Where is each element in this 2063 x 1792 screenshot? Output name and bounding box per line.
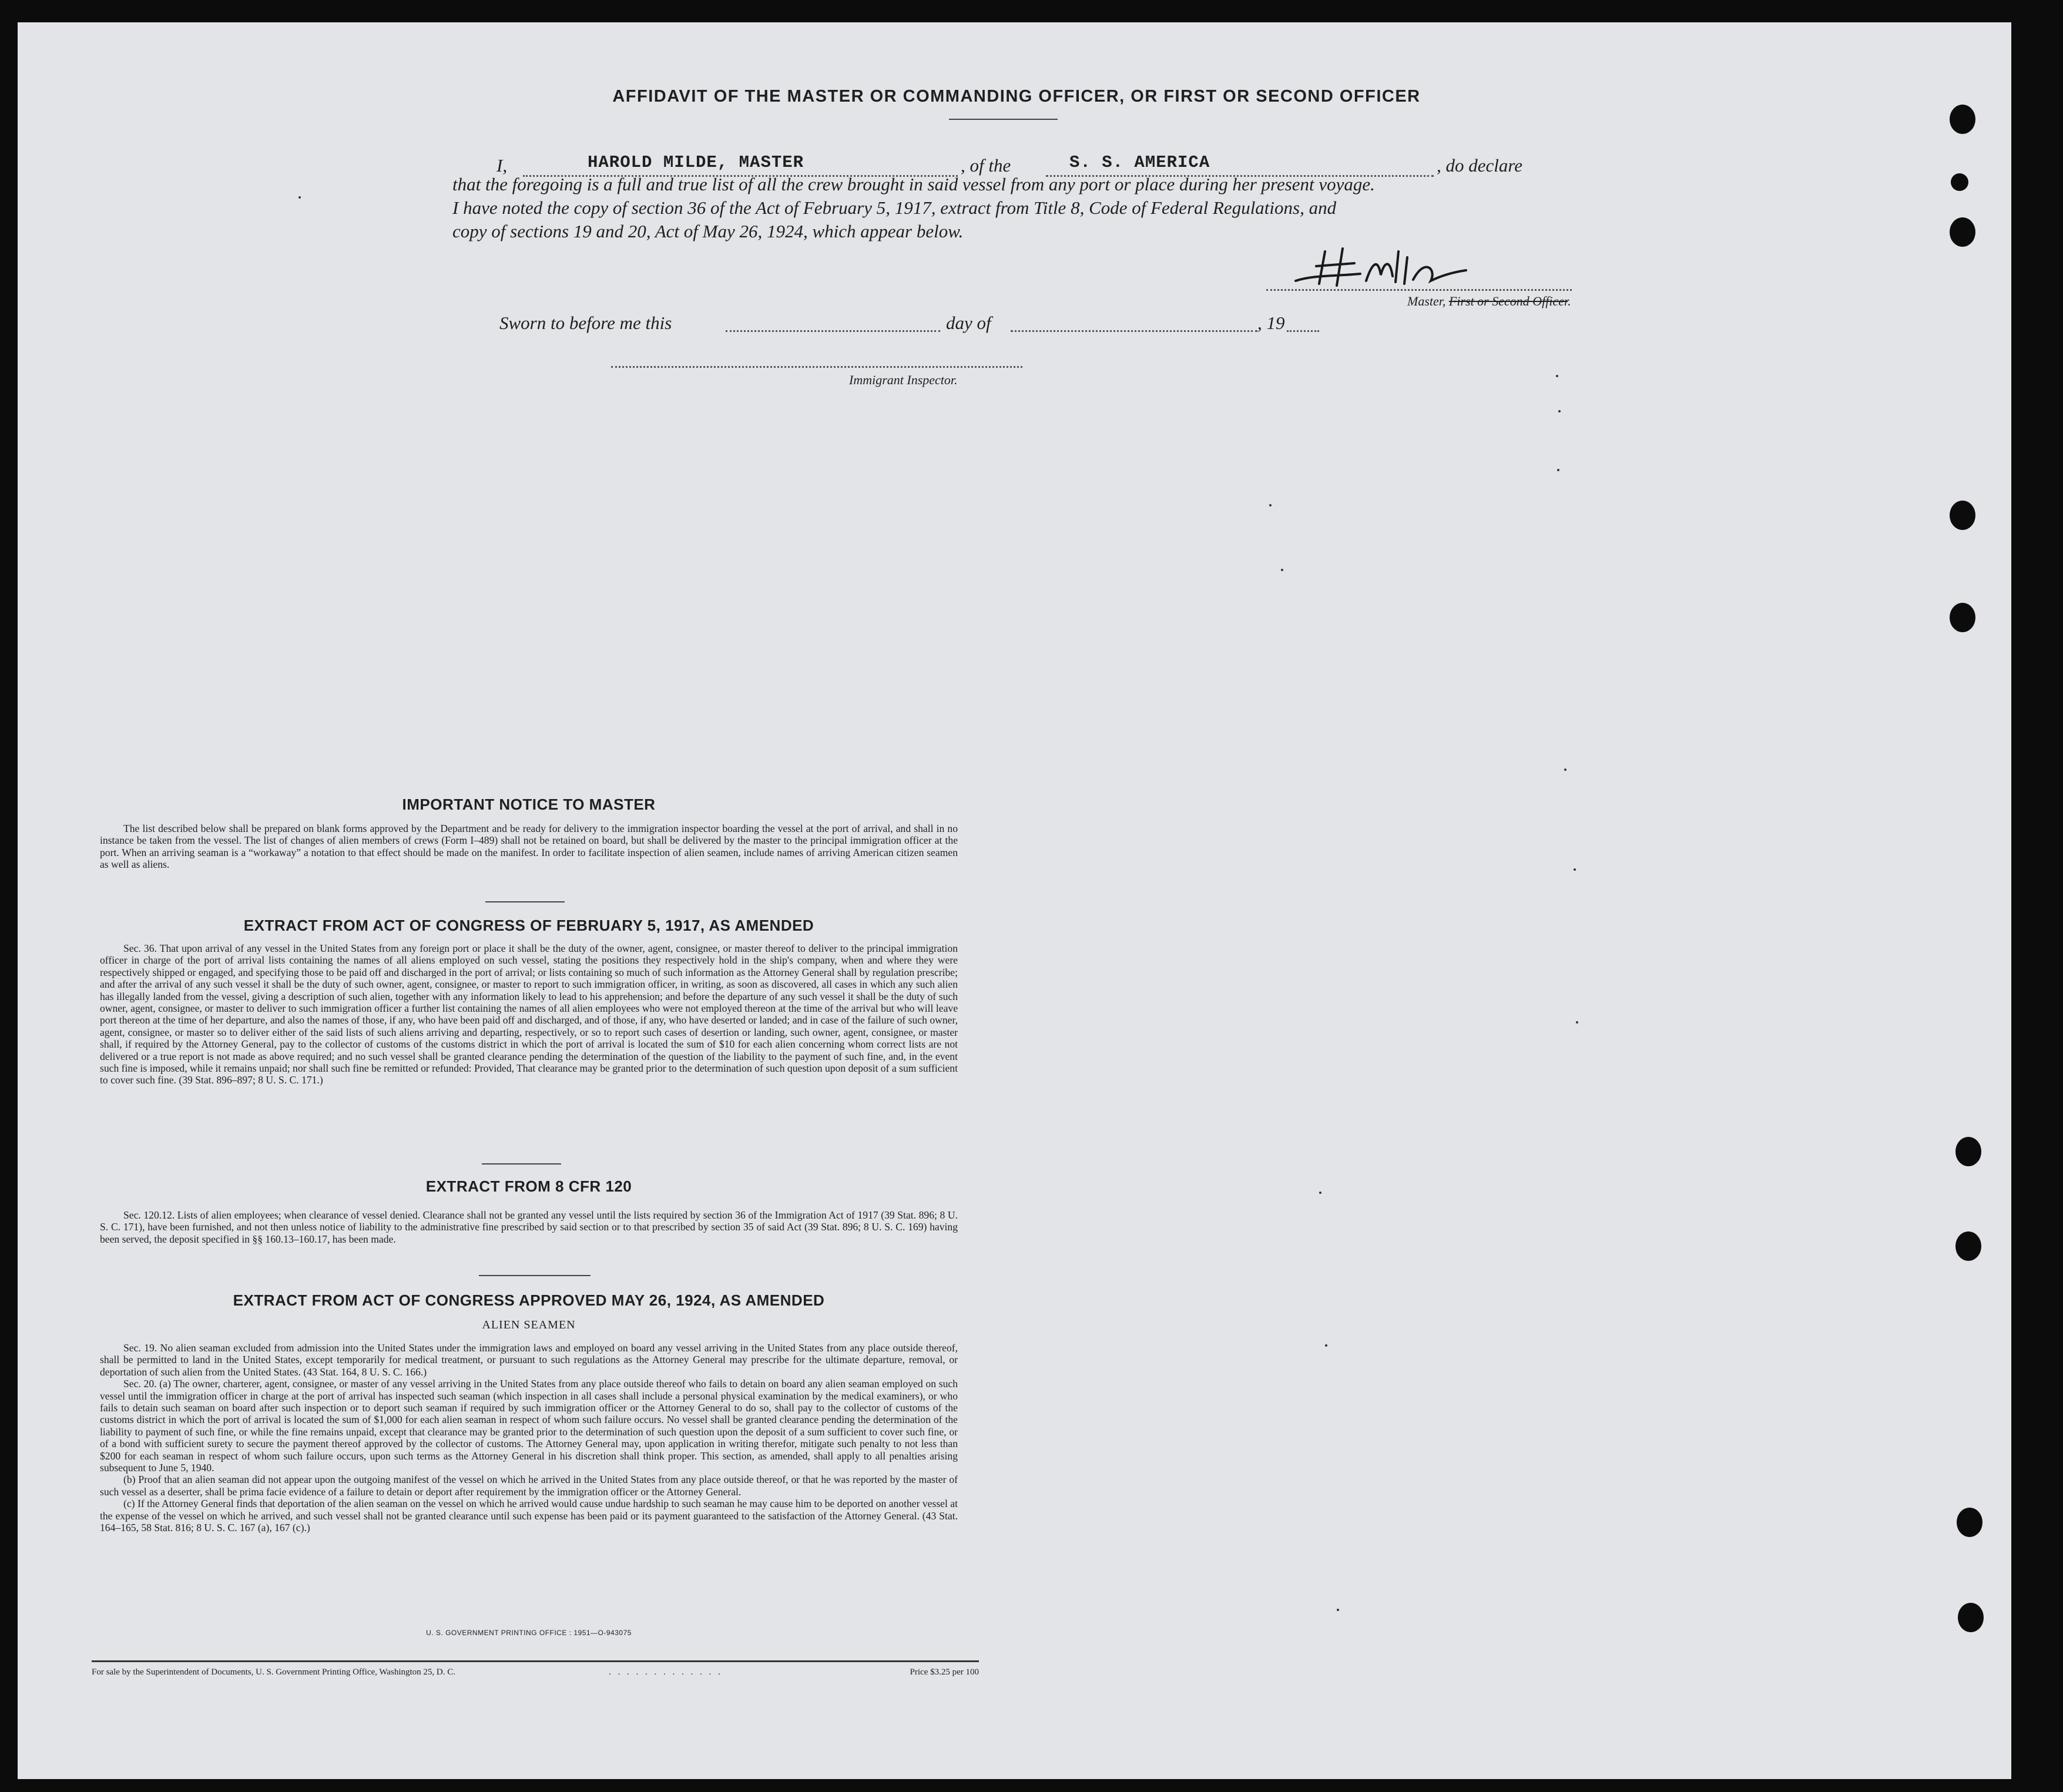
inspector-signature-line[interactable] xyxy=(611,366,1022,368)
signer-title xyxy=(1407,294,1571,309)
price-note: Price $3.25 per 100 xyxy=(910,1667,979,1677)
extract-1924-body xyxy=(100,1342,958,1534)
year-prefix-label: , 19 xyxy=(1257,313,1285,333)
binder-hole xyxy=(1955,1137,1981,1166)
affidavit-body-2: I have noted the copy of section 36 of the Act of February 5, 1917, extract from Title 8, Code of Federal Regulations, and xyxy=(452,197,1337,218)
signer-master: Master, xyxy=(1407,294,1449,308)
speck xyxy=(1319,1192,1321,1194)
signer-struck: First or Second Officer xyxy=(1448,294,1568,308)
sworn-year-field[interactable] xyxy=(1287,308,1319,332)
binder-hole xyxy=(1958,1603,1984,1632)
speck xyxy=(1556,375,1558,377)
sec20c-text: (c) If the Attorney General finds that deportation of the alien seaman on the vessel on which he arrived would cause undue hardship to such seaman he may cause him to be deported on another vessel at the expense of the vessel on which he arrived, and such vessel shall not be granted clearance until such expense has been paid or its payment guaranteed to the satisfaction of the Attorney General. (43 Stat. 164–165, 58 Stat. 816; 8 U. S. C. 167 (a), 167 (c).) xyxy=(100,1498,958,1534)
speck xyxy=(1557,469,1559,471)
extract-1924-title: EXTRACT FROM ACT OF CONGRESS APPROVED MAY 26, 1924, AS AMENDED xyxy=(233,1291,825,1309)
affidavit-title: AFFIDAVIT OF THE MASTER OR COMMANDING OFFICER, OR FIRST OR SECOND OFFICER xyxy=(612,87,1421,106)
footer-rule xyxy=(92,1660,979,1662)
day-of-label: day of xyxy=(946,313,991,333)
form-sheet xyxy=(18,22,2011,1779)
speck xyxy=(1269,504,1272,506)
footer-bar xyxy=(92,1667,979,1682)
sworn-line xyxy=(499,308,1322,335)
speck xyxy=(298,196,301,199)
speck xyxy=(1564,769,1566,771)
of-the-label: , of the xyxy=(961,155,1011,176)
speck xyxy=(1576,1021,1578,1023)
sworn-day-field[interactable] xyxy=(726,308,940,332)
inspector-label: Immigrant Inspector. xyxy=(849,373,958,387)
notice-divider xyxy=(485,901,565,902)
alien-seamen-subtitle: ALIEN SEAMEN xyxy=(482,1318,576,1331)
binder-hole xyxy=(1957,1508,1983,1537)
sworn-label: Sworn to before me this xyxy=(499,313,672,333)
vessel-field[interactable] xyxy=(1046,153,1434,177)
extract-cfr-body xyxy=(100,1209,958,1245)
notice-text: The list described below shall be prepared on blank forms approved by the Department and be ready for delivery to the immigration inspector boarding the vessel at the port of arrival, and shall in no instance be taken from the vessel. The list of changes of alien members of crews (Form I–489) shall not be retained on board, but shall be delivered by the master to the principal immigration officer at the port. When an arriving seaman is a “workaway” a notation to that effect should be made on the manifest. In order to facilitate inspection of alien seamen, include names of arriving American citizen seamen as well as aliens. xyxy=(100,823,958,871)
binder-hole xyxy=(1950,501,1975,530)
sworn-month-field[interactable] xyxy=(1011,308,1257,332)
signature-line xyxy=(1266,289,1572,291)
notice-body xyxy=(100,823,958,871)
printing-office-note: U. S. GOVERNMENT PRINTING OFFICE : 1951—O-943075 xyxy=(426,1629,632,1637)
title-divider xyxy=(949,119,1058,120)
for-sale-note: For sale by the Superintendent of Documents, U. S. Government Printing Office, Washington 25, D. C. xyxy=(92,1667,455,1677)
vessel-value: S. S. AMERICA xyxy=(1069,153,1210,172)
speck xyxy=(1325,1344,1327,1347)
binder-hole xyxy=(1950,217,1975,247)
name-field[interactable] xyxy=(523,153,958,177)
sec120-text: Sec. 120.12. Lists of alien employees; when clearance of vessel denied. Clearance shall not be granted any vessel until the lists required by section 36 of the Immigration Act of 1917 (39 Stat. 896; 8 U. S. C. 171), have been furnished, and not then unless notice of liability to the administrative fine prescribed by said section or to that prescribed by section 35 of said Act (39 Stat. 896; 8 U. S. C. 169) having been served, the deposit specified in §§ 160.13–160.17, has been made. xyxy=(100,1209,958,1245)
binder-hole xyxy=(1955,1231,1981,1261)
extract-1917-title: EXTRACT FROM ACT OF CONGRESS OF FEBRUARY 5, 1917, AS AMENDED xyxy=(243,917,814,934)
pronoun-label: I, xyxy=(497,155,508,176)
signer-end: . xyxy=(1568,294,1571,308)
sec36-text: Sec. 36. That upon arrival of any vessel in the United States from any foreign port or place it shall be the duty of the owner, agent, consignee, or master thereof to deliver to the principal immigration officer in charge of the port of arrival lists containing the names of all aliens employed on such vessel, stating the positions they respectively hold in the ship's company, when and where they were respectively shipped or engaged, and specifying those to be paid off and discharged in the port of arrival; or lists containing so much of such information as the Attorney General shall by regulation prescribe; and after the arrival of any such vessel it shall be the duty of such owner, agent, consignee, or master to report to such immigration officer, in writing, as soon as discovered, all cases in which any such alien has illegally landed from the vessel, giving a description of such alien, together with any information likely to lead to his apprehension; and before the departure of any such vessel it shall be the duty of such owner, agent, consignee, or master to deliver to such immigration officer a further list containing the names of all alien employees who were not employed thereon at the time of the arrival but who will leave port thereon at the time of her departure, and also the names of those, if any, who have been paid off and discharged, and of those, if any, who have deserted or landed; and in case of the failure of such owner, agent, consignee, or master so to deliver either of the said lists of such aliens arriving and departing, respectively, or so to report such cases of desertion or landing, such owner, agent, consignee, or master shall, if required by the Attorney General, pay to the collector of customs of the customs district in which the port of arrival is located the sum of $10 for each alien concerning whom correct lists are not delivered or a true report is not made as above required; and no such vessel shall be granted clearance pending the determination of the question of the liability to the payment of such fine, and, in the event such fine is imposed, while it remains unpaid; nor shall such fine be remitted or refunded: Provided, That clearance may be granted prior to the determination of such question upon deposit of a sum sufficient to cover such fine. (39 Stat. 896–897; 8 U. S. C. 171.) xyxy=(100,942,958,1086)
notice-title: IMPORTANT NOTICE TO MASTER xyxy=(402,796,656,813)
speck xyxy=(1281,569,1283,571)
sec19-text: Sec. 19. No alien seaman excluded from admission into the United States under the immigration laws and employed on board any vessel arriving in the United States from any place outside thereof, shall be permitted to land in the United States, except temporarily for medical treatment, or pursuant to such regulations as the Attorney General may prescribe for the ultimate departure, removal, or deportation of such alien from the United States. (43 Stat. 164, 8 U. S. C. 166.) xyxy=(100,1342,958,1378)
signature-block xyxy=(1266,240,1572,308)
extract-cfr-divider xyxy=(479,1275,591,1276)
name-value: HAROLD MILDE, MASTER xyxy=(588,153,804,172)
sec20a-text: Sec. 20. (a) The owner, charterer, agent, consignee, or master of any vessel arriving in the United States from any place outside thereof who fails to detain on board any alien seaman employed on such vessel until the immigration officer in charge at the port of arrival has inspected such seaman (which inspection in all cases shall include a personal physical examination by the medical examiners), or who fails to detain such seaman on board after such inspection or to deport such seaman if required by such immigration officer or the Attorney General to do so, shall pay to the collector of customs of the customs district in which the port of arrival is located the sum of $1,000 for each alien seaman in respect of whom such failure occurs. No vessel shall be granted clearance pending the determination of the liability to payment of such fine, or while the fine remains unpaid, except that clearance may be granted prior to the determination of such question upon the deposit of a sum sufficient to cover such fine, or of a bond with sufficient surety to secure the payment thereof approved by the collector of customs. The Attorney General may, upon application in writing therefor, mitigate such penalty to not less than $200 for each seaman in respect of whom such failure occurs, upon such terms as the Attorney General in his discretion shall think proper. This section, as amended, shall apply to all penalties arising subsequent to June 5, 1940. xyxy=(100,1378,958,1474)
binder-hole xyxy=(1950,105,1975,134)
speck xyxy=(1558,410,1561,412)
binder-hole xyxy=(1950,603,1975,632)
affidavit-body-1: that the foregoing is a full and true list of all the crew brought in said vessel from any port or place during her present voyage. xyxy=(452,174,1375,194)
affidavit-body-3: copy of sections 19 and 20, Act of May 26, 1924, which appear below. xyxy=(452,221,964,241)
extract-1917-body xyxy=(100,942,958,1086)
extract-1917-divider xyxy=(482,1163,561,1165)
speck xyxy=(1337,1609,1339,1611)
extract-cfr-title: EXTRACT FROM 8 CFR 120 xyxy=(425,1177,632,1195)
declare-label: , do declare xyxy=(1437,155,1523,176)
sec20b-text: (b) Proof that an alien seaman did not appear upon the outgoing manifest of the vessel on which he arrived in the United States from any place outside thereof, or that he was reported by the master of such vessel as a deserter, shall be prima facie evidence of a failure to detain or deport after requirement by the immigration officer or the Attorney General. xyxy=(100,1474,958,1498)
speck xyxy=(1574,868,1576,871)
footer-dots: . . . . . . . . . . . . . xyxy=(609,1667,723,1677)
binder-hole xyxy=(1951,173,1968,191)
